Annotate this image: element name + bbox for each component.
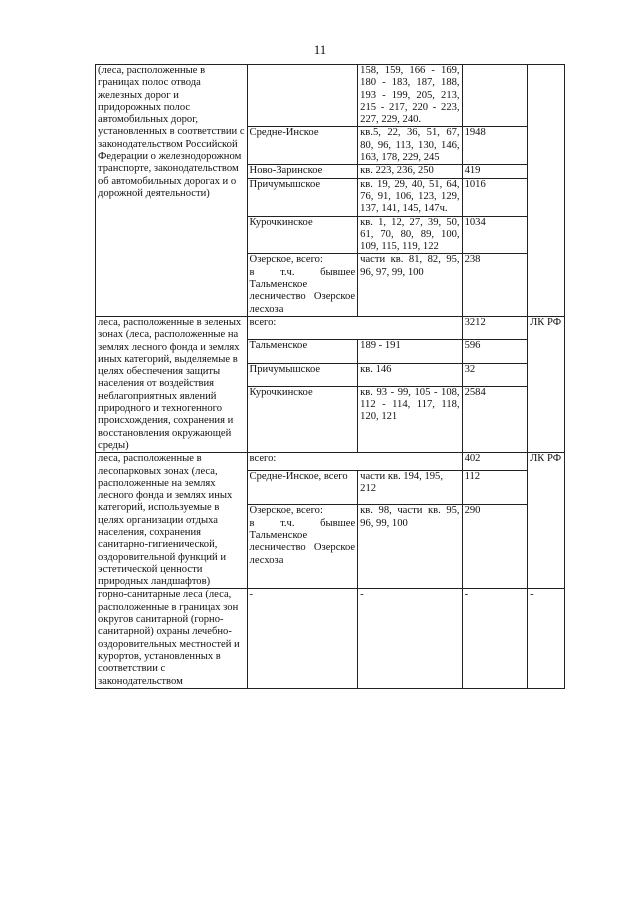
forestry-cell: Причумышское bbox=[247, 363, 358, 386]
forestry-cell bbox=[247, 65, 358, 127]
category-cell: леса, расположенные в лесопарковых зонах (леса, расположенные на землях лесного фонда и землях иных категорий, используемые в целях организации отдыха населения, сохранения санитарно-гигиенической, оздоровительной функций и эстетической ценности природных ландшафтов) bbox=[96, 453, 248, 589]
forestry-cell: Средне-Инское bbox=[247, 127, 358, 165]
area-cell: 238 bbox=[462, 254, 528, 316]
table-row bbox=[96, 316, 565, 339]
area-cell: 112 bbox=[462, 471, 528, 505]
area-cell: 419 bbox=[462, 165, 528, 178]
category-cell: леса, расположенные в зеленых зонах (леса, расположенные на землях лесного фонда и землях иных категорий, выделяемые в целях обеспечения защиты населения от воздействия неблагоприятных явлений природного и техногенного происхождения, сохранения и восстановления окружающей среды) bbox=[96, 316, 248, 452]
table-row bbox=[96, 65, 565, 127]
quarters-cell: - bbox=[358, 589, 462, 688]
forestry-cell: Озерское, всего: в т.ч. бывшее Тальменское лесничество Озерское лесхоза bbox=[247, 505, 358, 589]
total-label-cell: всего: bbox=[247, 453, 462, 471]
area-cell: 2584 bbox=[462, 386, 528, 452]
forestry-cell: Курочкинское bbox=[247, 216, 358, 254]
forestry-cell: Причумышское bbox=[247, 178, 358, 216]
area-cell: 1016 bbox=[462, 178, 528, 216]
area-cell: - bbox=[462, 589, 528, 688]
quarters-cell: кв. 19, 29, 40, 51, 64, 76, 91, 106, 123, 129, 137, 141, 145, 147ч. bbox=[358, 178, 462, 216]
protective-forests-table bbox=[95, 64, 565, 689]
total-label-cell: всего: bbox=[247, 316, 462, 339]
forestry-cell: - bbox=[247, 589, 358, 688]
basis-cell: ЛК РФ bbox=[528, 453, 565, 589]
quarters-cell: кв. 146 bbox=[358, 363, 462, 386]
table-row bbox=[96, 589, 565, 688]
page-number: 11 bbox=[313, 42, 327, 57]
quarters-cell: кв.5, 22, 36, 51, 67, 80, 96, 113, 130, 146, 163, 178, 229, 245 bbox=[358, 127, 462, 165]
table-row bbox=[96, 453, 565, 471]
area-cell: 596 bbox=[462, 340, 528, 363]
area-cell: 290 bbox=[462, 505, 528, 589]
category-cell: горно-санитарные леса (леса, расположенные в границах зон округов санитарной (горно-санитарной) охраны лечебно-оздоровительных местностей и курортов, установленных в соответствии с законодательством bbox=[96, 589, 248, 688]
quarters-cell: 189 - 191 bbox=[358, 340, 462, 363]
forestry-cell: Озерское, всего: в т.ч. бывшее Тальменское лесничество Озерское лесхоза bbox=[247, 254, 358, 316]
forestry-cell: Ново-Заринское bbox=[247, 165, 358, 178]
basis-cell: ЛК РФ bbox=[528, 316, 565, 452]
quarters-cell: кв. 223, 236, 250 bbox=[358, 165, 462, 178]
area-cell: 1034 bbox=[462, 216, 528, 254]
quarters-cell: части кв. 194, 195, 212 bbox=[358, 471, 462, 505]
area-cell: 32 bbox=[462, 363, 528, 386]
area-cell: 402 bbox=[462, 453, 528, 471]
basis-cell: - bbox=[528, 589, 565, 688]
quarters-cell: части кв. 81, 82, 95, 96, 97, 99, 100 bbox=[358, 254, 462, 316]
quarters-cell: 158, 159, 166 - 169, 180 - 183, 187, 188, 193 - 199, 205, 213, 215 - 217, 220 - 223, 227, 229, 240. bbox=[358, 65, 462, 127]
quarters-cell: кв. 1, 12, 27, 39, 50, 61, 70, 80, 89, 100, 109, 115, 119, 122 bbox=[358, 216, 462, 254]
forestry-cell: Тальменское bbox=[247, 340, 358, 363]
basis-cell bbox=[528, 65, 565, 317]
area-cell: 3212 bbox=[462, 316, 528, 339]
quarters-cell: кв. 93 - 99, 105 - 108, 112 - 114, 117, 118, 120, 121 bbox=[358, 386, 462, 452]
area-cell bbox=[462, 65, 528, 127]
quarters-cell: кв. 98, части кв. 95, 96, 99, 100 bbox=[358, 505, 462, 589]
area-cell: 1948 bbox=[462, 127, 528, 165]
forestry-cell: Курочкинское bbox=[247, 386, 358, 452]
forestry-cell: Средне-Инское, всего bbox=[247, 471, 358, 505]
category-cell: (леса, расположенные в границах полос отвода железных дорог и придорожных полос автомобильных дорог, установленных в соответствии с законодательством Российской Федерации о железнодорожном транспорте, законодательством об автомобильных дорогах и о дорожной деятельности) bbox=[96, 65, 248, 317]
